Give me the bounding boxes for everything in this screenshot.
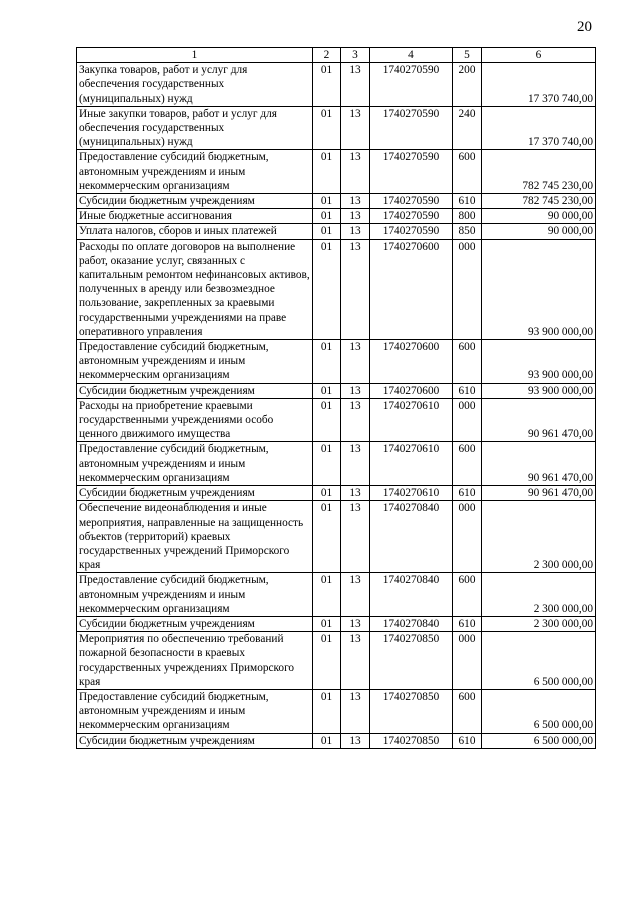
target-item-code: 1740270590: [370, 224, 453, 239]
section-code: 01: [313, 106, 341, 150]
amount: 90 961 470,00: [482, 398, 596, 442]
section-code: 01: [313, 398, 341, 442]
subsection-code: 13: [341, 632, 370, 690]
amount: 90 961 470,00: [482, 486, 596, 501]
budget-table: [76, 47, 596, 749]
table-row: [77, 616, 596, 631]
target-item-code: 1740270590: [370, 63, 453, 107]
table-row: [77, 733, 596, 748]
column-header: 3: [341, 48, 370, 63]
expense-type-code: 600: [453, 689, 482, 733]
table-row: [77, 486, 596, 501]
table-row: [77, 501, 596, 573]
subsection-code: 13: [341, 150, 370, 194]
row-description: Предоставление субсидий бюджетным, автономным учреждениям и иным некоммерческим организациям: [77, 442, 313, 486]
target-item-code: 1740270840: [370, 616, 453, 631]
amount: 90 000,00: [482, 224, 596, 239]
row-description: Субсидии бюджетным учреждениям: [77, 194, 313, 209]
expense-type-code: 000: [453, 239, 482, 339]
expense-type-code: 600: [453, 340, 482, 384]
target-item-code: 1740270590: [370, 150, 453, 194]
table-row: [77, 106, 596, 150]
section-code: 01: [313, 486, 341, 501]
target-item-code: 1740270850: [370, 689, 453, 733]
table-row: [77, 398, 596, 442]
table-row: [77, 383, 596, 398]
subsection-code: 13: [341, 63, 370, 107]
section-code: 01: [313, 224, 341, 239]
expense-type-code: 610: [453, 486, 482, 501]
table-row: [77, 689, 596, 733]
target-item-code: 1740270590: [370, 106, 453, 150]
section-code: 01: [313, 239, 341, 339]
subsection-code: 13: [341, 340, 370, 384]
table-row: [77, 209, 596, 224]
row-description: Предоставление субсидий бюджетным, автономным учреждениям и иным некоммерческим организациям: [77, 340, 313, 384]
amount: 6 500 000,00: [482, 689, 596, 733]
subsection-code: 13: [341, 486, 370, 501]
amount: 90 961 470,00: [482, 442, 596, 486]
target-item-code: 1740270840: [370, 501, 453, 573]
amount: 2 300 000,00: [482, 501, 596, 573]
expense-type-code: 610: [453, 383, 482, 398]
section-code: 01: [313, 209, 341, 224]
row-description: Расходы по оплате договоров на выполнение работ, оказание услуг, связанных с капитальным ремонтом нефинансовых активов, полученных в аренду или безвозмездное пользование, закрепленных за краевыми государственными учреждениями на праве оперативного управления: [77, 239, 313, 339]
subsection-code: 13: [341, 224, 370, 239]
expense-type-code: 000: [453, 501, 482, 573]
page-number: 20: [577, 19, 592, 35]
target-item-code: 1740270590: [370, 209, 453, 224]
target-item-code: 1740270610: [370, 442, 453, 486]
amount: 93 900 000,00: [482, 383, 596, 398]
amount: 782 745 230,00: [482, 194, 596, 209]
section-code: 01: [313, 63, 341, 107]
row-description: Предоставление субсидий бюджетным, автономным учреждениям и иным некоммерческим организациям: [77, 573, 313, 617]
row-description: Иные закупки товаров, работ и услуг для обеспечения государственных (муниципальных) нужд: [77, 106, 313, 150]
section-code: 01: [313, 383, 341, 398]
amount: 93 900 000,00: [482, 239, 596, 339]
subsection-code: 13: [341, 733, 370, 748]
row-description: Расходы на приобретение краевыми государственными учреждениями особо ценного движимого имущества: [77, 398, 313, 442]
row-description: Мероприятия по обеспечению требований пожарной безопасности в краевых государственных учреждениях Приморского края: [77, 632, 313, 690]
expense-type-code: 000: [453, 398, 482, 442]
section-code: 01: [313, 573, 341, 617]
section-code: 01: [313, 150, 341, 194]
table-row: [77, 224, 596, 239]
expense-type-code: 610: [453, 616, 482, 631]
section-code: 01: [313, 689, 341, 733]
amount: 6 500 000,00: [482, 733, 596, 748]
column-header: 6: [482, 48, 596, 63]
table-row: [77, 573, 596, 617]
target-item-code: 1740270590: [370, 194, 453, 209]
subsection-code: 13: [341, 501, 370, 573]
section-code: 01: [313, 733, 341, 748]
column-header: 1: [77, 48, 313, 63]
column-header: 4: [370, 48, 453, 63]
table-row: [77, 239, 596, 339]
amount: 93 900 000,00: [482, 340, 596, 384]
expense-type-code: 600: [453, 573, 482, 617]
section-code: 01: [313, 632, 341, 690]
amount: 17 370 740,00: [482, 63, 596, 107]
section-code: 01: [313, 340, 341, 384]
section-code: 01: [313, 616, 341, 631]
subsection-code: 13: [341, 209, 370, 224]
expense-type-code: 200: [453, 63, 482, 107]
row-description: Субсидии бюджетным учреждениям: [77, 733, 313, 748]
subsection-code: 13: [341, 383, 370, 398]
row-description: Предоставление субсидий бюджетным, автономным учреждениям и иным некоммерческим организациям: [77, 150, 313, 194]
amount: 2 300 000,00: [482, 573, 596, 617]
row-description: Субсидии бюджетным учреждениям: [77, 383, 313, 398]
subsection-code: 13: [341, 398, 370, 442]
expense-type-code: 240: [453, 106, 482, 150]
section-code: 01: [313, 442, 341, 486]
target-item-code: 1740270850: [370, 632, 453, 690]
target-item-code: 1740270600: [370, 239, 453, 339]
subsection-code: 13: [341, 442, 370, 486]
target-item-code: 1740270610: [370, 398, 453, 442]
target-item-code: 1740270840: [370, 573, 453, 617]
section-code: 01: [313, 194, 341, 209]
amount: 782 745 230,00: [482, 150, 596, 194]
row-description: Обеспечение видеонаблюдения и иные мероприятия, направленные на защищенность объектов (территорий) краевых государственных учреждений Приморского края: [77, 501, 313, 573]
expense-type-code: 000: [453, 632, 482, 690]
expense-type-code: 610: [453, 194, 482, 209]
expense-type-code: 600: [453, 150, 482, 194]
target-item-code: 1740270600: [370, 383, 453, 398]
table-row: [77, 150, 596, 194]
subsection-code: 13: [341, 106, 370, 150]
row-description: Закупка товаров, работ и услуг для обеспечения государственных (муниципальных) нужд: [77, 63, 313, 107]
subsection-code: 13: [341, 689, 370, 733]
table-row: [77, 194, 596, 209]
amount: 6 500 000,00: [482, 632, 596, 690]
subsection-code: 13: [341, 194, 370, 209]
table-row: [77, 632, 596, 690]
column-header: 2: [313, 48, 341, 63]
header-row: [77, 48, 596, 63]
target-item-code: 1740270850: [370, 733, 453, 748]
row-description: Субсидии бюджетным учреждениям: [77, 486, 313, 501]
expense-type-code: 800: [453, 209, 482, 224]
amount: 2 300 000,00: [482, 616, 596, 631]
table-row: [77, 340, 596, 384]
amount: 90 000,00: [482, 209, 596, 224]
table-row: [77, 442, 596, 486]
target-item-code: 1740270600: [370, 340, 453, 384]
subsection-code: 13: [341, 616, 370, 631]
amount: 17 370 740,00: [482, 106, 596, 150]
expense-type-code: 850: [453, 224, 482, 239]
column-header: 5: [453, 48, 482, 63]
expense-type-code: 600: [453, 442, 482, 486]
table-body: [77, 63, 596, 749]
row-description: Предоставление субсидий бюджетным, автономным учреждениям и иным некоммерческим организациям: [77, 689, 313, 733]
section-code: 01: [313, 501, 341, 573]
row-description: Субсидии бюджетным учреждениям: [77, 616, 313, 631]
subsection-code: 13: [341, 239, 370, 339]
target-item-code: 1740270610: [370, 486, 453, 501]
table-row: [77, 63, 596, 107]
subsection-code: 13: [341, 573, 370, 617]
row-description: Уплата налогов, сборов и иных платежей: [77, 224, 313, 239]
row-description: Иные бюджетные ассигнования: [77, 209, 313, 224]
expense-type-code: 610: [453, 733, 482, 748]
